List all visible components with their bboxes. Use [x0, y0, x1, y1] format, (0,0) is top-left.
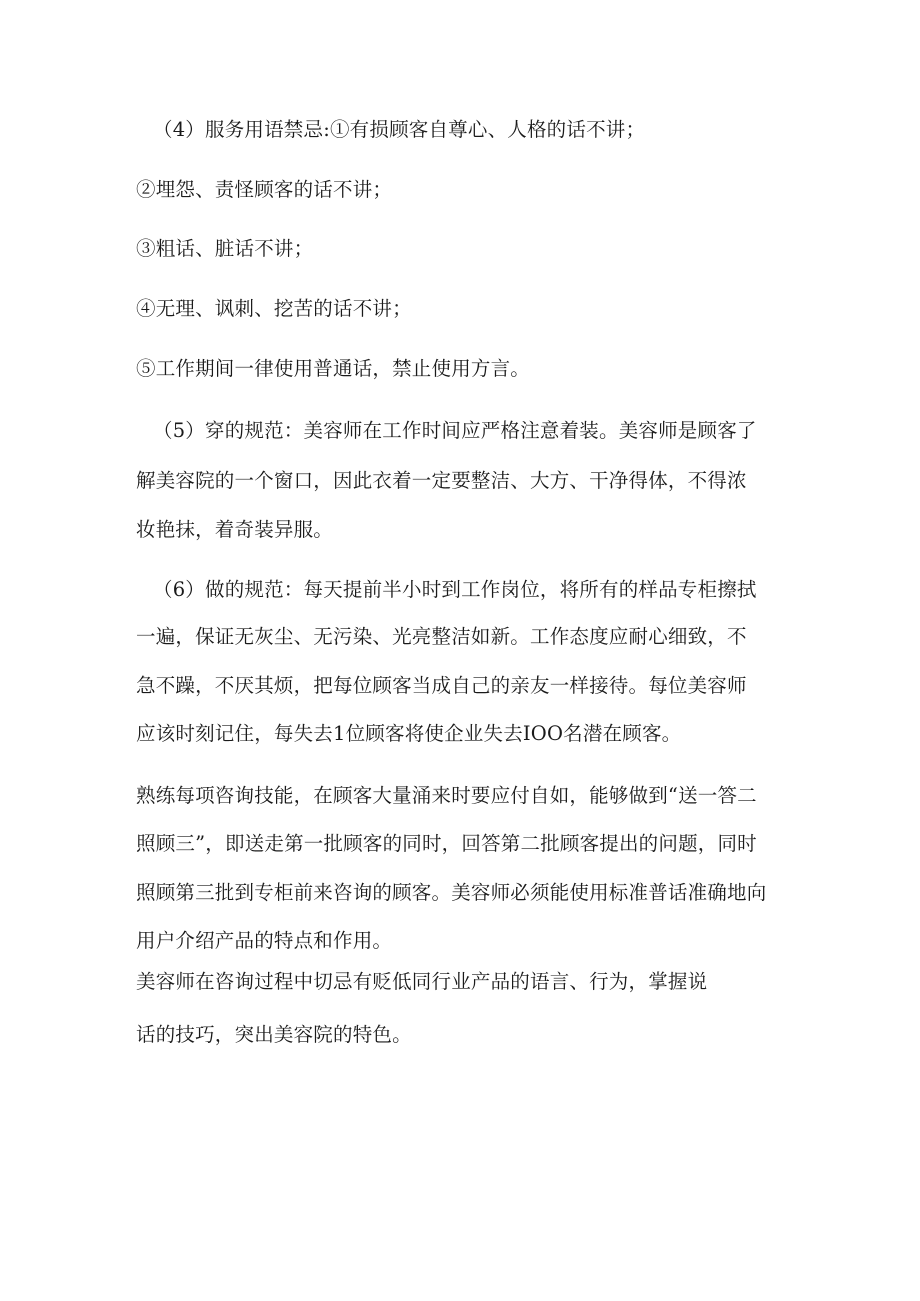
paragraph-line: 一遍，保证无灰尘、无污染、光亮整洁如新。工作态度应耐心细致，不: [136, 625, 747, 648]
paragraph-line: ②埋怨、责怪顾客的话不讲；: [136, 178, 393, 201]
paragraph-line: （5）穿的规范：美容师在工作时间应严格注意着装。美容师是顾客了: [153, 419, 757, 442]
paragraph-line: ④无理、讽刺、挖苦的话不讲；: [136, 297, 412, 320]
paragraph-line: 妆艳抹，着奇装异服。: [136, 518, 334, 541]
paragraph-line: 解美容院的一个窗口，因此衣着一定要整洁、大方、干净得体，不得浓: [136, 469, 747, 492]
paragraph-line: ③粗话、脏话不讲；: [136, 237, 314, 260]
paragraph-line: 美容师在咨询过程中切忌有贬低同行业产品的语言、行为，掌握说: [136, 970, 708, 993]
paragraph-line: 用户介绍产品的特点和作用。: [136, 929, 393, 952]
paragraph-line: （4）服务用语禁忌:①有损顾客自尊心、人格的话不讲；: [153, 118, 646, 141]
paragraph-line: ⑤工作期间一律使用普通话，禁止使用方言。: [136, 357, 531, 380]
paragraph-line: 话的技巧，突出美容院的特色。: [136, 1023, 412, 1046]
paragraph-line: 熟练每项咨询技能，在顾客大量涌来时要应付自如，能够做到“送一答二: [136, 784, 757, 807]
paragraph-line: 照顾三”，即送走第一批顾客的同时，回答第二批顾客提出的问题，同时: [136, 832, 757, 855]
paragraph-line: （6）做的规范：每天提前半小时到工作岗位，将所有的样品专柜擦拭: [153, 578, 757, 601]
paragraph-line: 急不躁，不厌其烦，把每位顾客当成自己的亲友一样接待。每位美容师: [136, 674, 747, 697]
paragraph-line: 照顾第三批到专柜前来咨询的顾客。美容师必须能使用标准普话准确地向: [136, 881, 767, 904]
paragraph-line: 应该时刻记住，每失去1位顾客将使企业失去IOO名潜在顾客。: [136, 722, 682, 745]
